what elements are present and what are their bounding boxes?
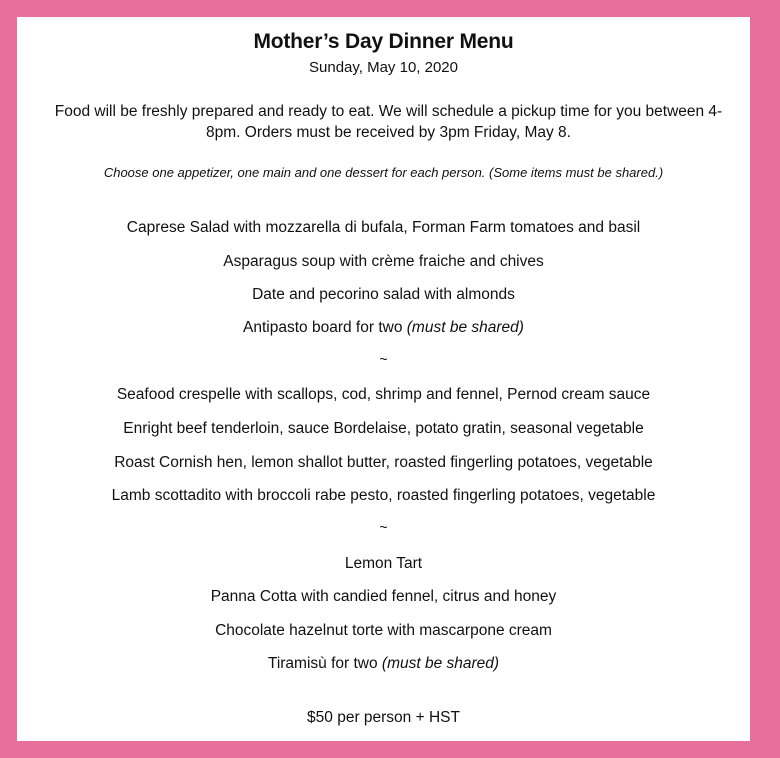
dessert-item — [17, 555, 750, 573]
intro-paragraph: Food will be freshly prepared and ready to eat. We will schedule a pickup time for you between 4-8pm. Orders must be received by 3pm Friday, May 8. — [54, 103, 723, 141]
dessert-name: Panna Cotta with candied fennel, citrus and honey — [210, 588, 557, 605]
main-name: Roast Cornish hen, lemon shallot butter, roasted fingerling potatoes, vegetable — [114, 454, 653, 471]
appetizer-name: Antipasto board for two — [243, 319, 407, 336]
dessert-name: Tiramisù for two — [267, 655, 382, 672]
main-name: Lamb scottadito with broccoli rabe pesto, roasted fingerling potatoes, vegetable — [111, 487, 656, 504]
appetizer-item — [17, 286, 750, 304]
menu-title: Mother’s Day Dinner Menu — [253, 30, 514, 53]
appetizer-name: Caprese Salad with mozzarella di bufala, Forman Farm tomatoes and basil — [126, 219, 641, 236]
appetizer-item — [17, 219, 750, 237]
menu-card — [17, 17, 750, 741]
menu-date: Sunday, May 10, 2020 — [309, 59, 458, 76]
dessert-name: Lemon Tart — [344, 555, 423, 572]
course-separator: ~ — [379, 519, 388, 535]
appetizer-name: Asparagus soup with crème fraiche and chives — [223, 253, 544, 270]
ordering-instructions: Choose one appetizer, one main and one dessert for each person. (Some items must be shared.) — [103, 165, 664, 180]
dessert-name: Chocolate hazelnut torte with mascarpone cream — [215, 622, 552, 639]
appetizer-note: (must be shared) — [406, 319, 524, 336]
price-line: $50 per person + HST — [307, 709, 460, 726]
appetizer-name: Date and pecorino salad with almonds — [252, 286, 515, 303]
main-item — [17, 454, 750, 472]
appetizer-item — [17, 319, 750, 337]
dessert-item — [17, 655, 750, 673]
main-name: Seafood crespelle with scallops, cod, shrimp and fennel, Pernod cream sauce — [116, 386, 651, 403]
main-item — [17, 487, 750, 505]
appetizer-item — [17, 253, 750, 271]
main-name: Enright beef tenderloin, sauce Bordelaise, potato gratin, seasonal vegetable — [123, 420, 644, 437]
main-item — [17, 386, 750, 404]
dessert-item — [17, 588, 750, 606]
dessert-item — [17, 622, 750, 640]
course-separator: ~ — [379, 351, 388, 367]
dessert-note: (must be shared) — [381, 655, 500, 672]
main-item — [17, 420, 750, 438]
